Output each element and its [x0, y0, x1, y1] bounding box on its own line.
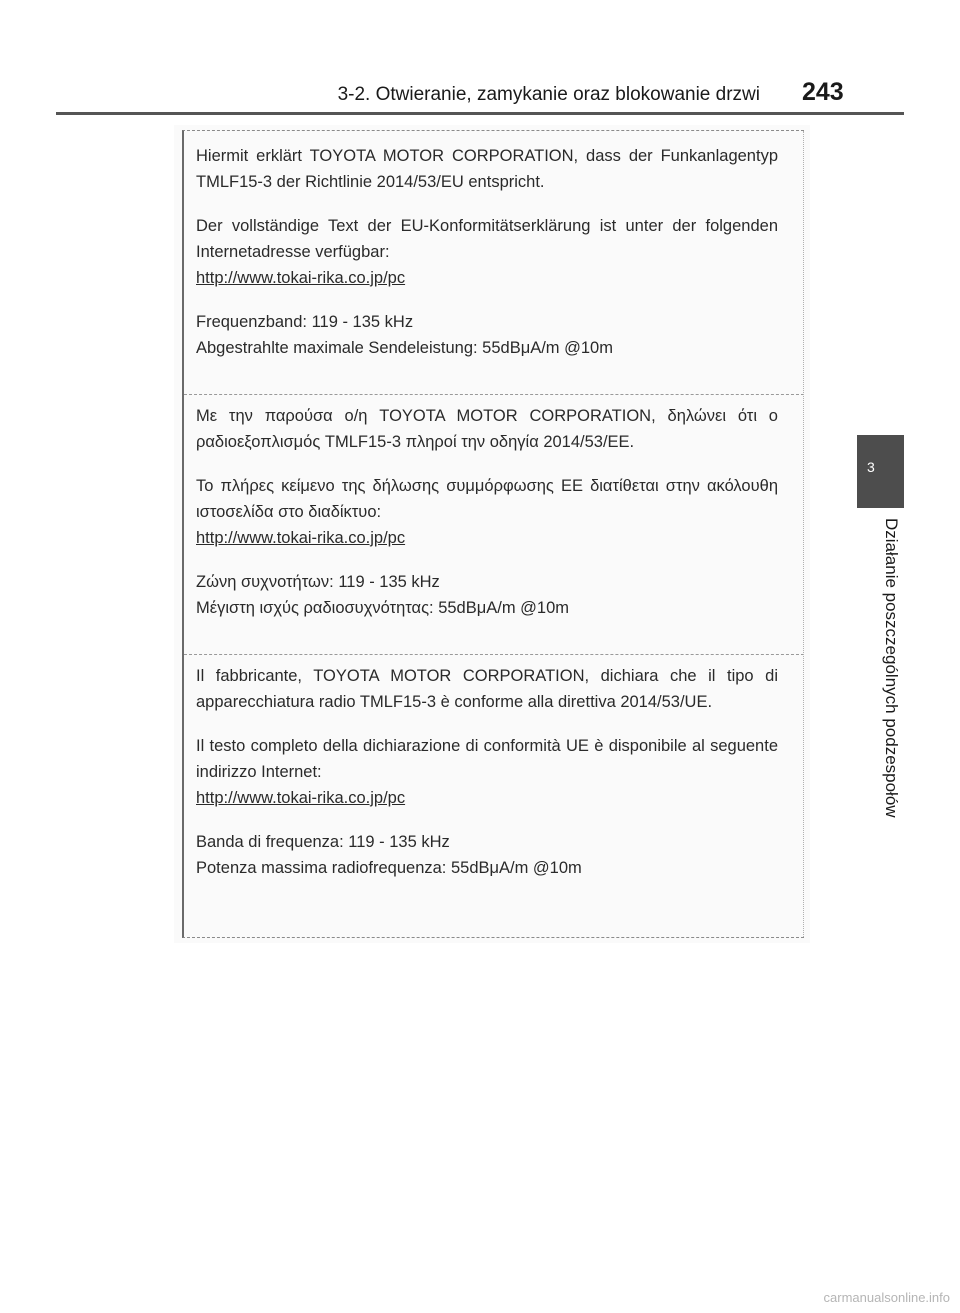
frequency-band: Ζώνη συχνοτήτων: 119 - 135 kHz	[196, 573, 440, 591]
chapter-number: 3	[867, 459, 875, 475]
url-link[interactable]: http://www.tokai-rika.co.jp/pc	[196, 269, 406, 287]
text-intro	[196, 473, 778, 551]
max-power: Potenza massima radiofrequenza: 55dBμA/m @10m	[196, 859, 582, 877]
url-link[interactable]: http://www.tokai-rika.co.jp/pc	[196, 789, 406, 807]
chapter-tab	[857, 435, 904, 508]
frequency-band: Banda di frequenza: 119 - 135 kHz	[196, 833, 450, 851]
url-link[interactable]: http://www.tokai-rika.co.jp/pc	[196, 529, 406, 547]
frequency-band: Frequenzband: 119 - 135 kHz	[196, 313, 414, 331]
text-intro	[196, 213, 778, 291]
specs	[196, 309, 778, 361]
declaration-text: Με την παρούσα ο/η TOYOTA MOTOR CORPORATION, δηλώνει ότι ο ραδιοεξοπλισμός TMLF15-3 πληροί την οδηγία 2014/53/ΕΕ.	[196, 407, 778, 451]
text-intro-label: Der vollständige Text der EU-Konformitätserklärung ist unter der folgenden Internetadresse verfügbar:	[196, 217, 778, 261]
section-italian	[196, 663, 778, 881]
text-intro	[196, 733, 778, 811]
text-intro-label: Το πλήρες κείμενο της δήλωσης συμμόρφωσης ΕΕ διατίθεται στην ακόλουθη ιστοσελίδα στο διαδίκτυο:	[196, 477, 778, 521]
max-power: Μέγιστη ισχύς ραδιοσυχνότητας: 55dBμA/m @10m	[196, 599, 570, 617]
chapter-title: Działanie poszczególnych podzespołów	[882, 518, 901, 818]
specs	[196, 829, 778, 881]
max-power: Abgestrahlte maximale Sendeleistung: 55dBμA/m @10m	[196, 339, 613, 357]
section-title: 3-2. Otwieranie, zamykanie oraz blokowanie drzwi	[337, 84, 760, 105]
section-greek	[196, 403, 778, 621]
header-divider	[56, 112, 904, 115]
page-number: 243	[802, 78, 844, 106]
specs	[196, 569, 778, 621]
watermark: carmanualsonline.info	[823, 1290, 950, 1305]
section-divider	[184, 394, 804, 395]
declaration-frame	[182, 130, 804, 938]
declaration-text: Hiermit erklärt TOYOTA MOTOR CORPORATION, dass der Funkanlagentyp TMLF15-3 der Richtlinie 2014/53/EU entspricht.	[196, 147, 778, 191]
text-intro-label: Il testo completo della dichiarazione di conformità UE è disponibile al seguente indirizzo Internet:	[196, 737, 778, 781]
declaration-text: Il fabbricante, TOYOTA MOTOR CORPORATION, dichiara che il tipo di apparecchiatura radio TMLF15-3 è conforme alla direttiva 2014/53/UE.	[196, 667, 778, 711]
scanned-declaration	[174, 125, 810, 943]
section-divider	[184, 654, 804, 655]
section-german	[196, 143, 778, 361]
